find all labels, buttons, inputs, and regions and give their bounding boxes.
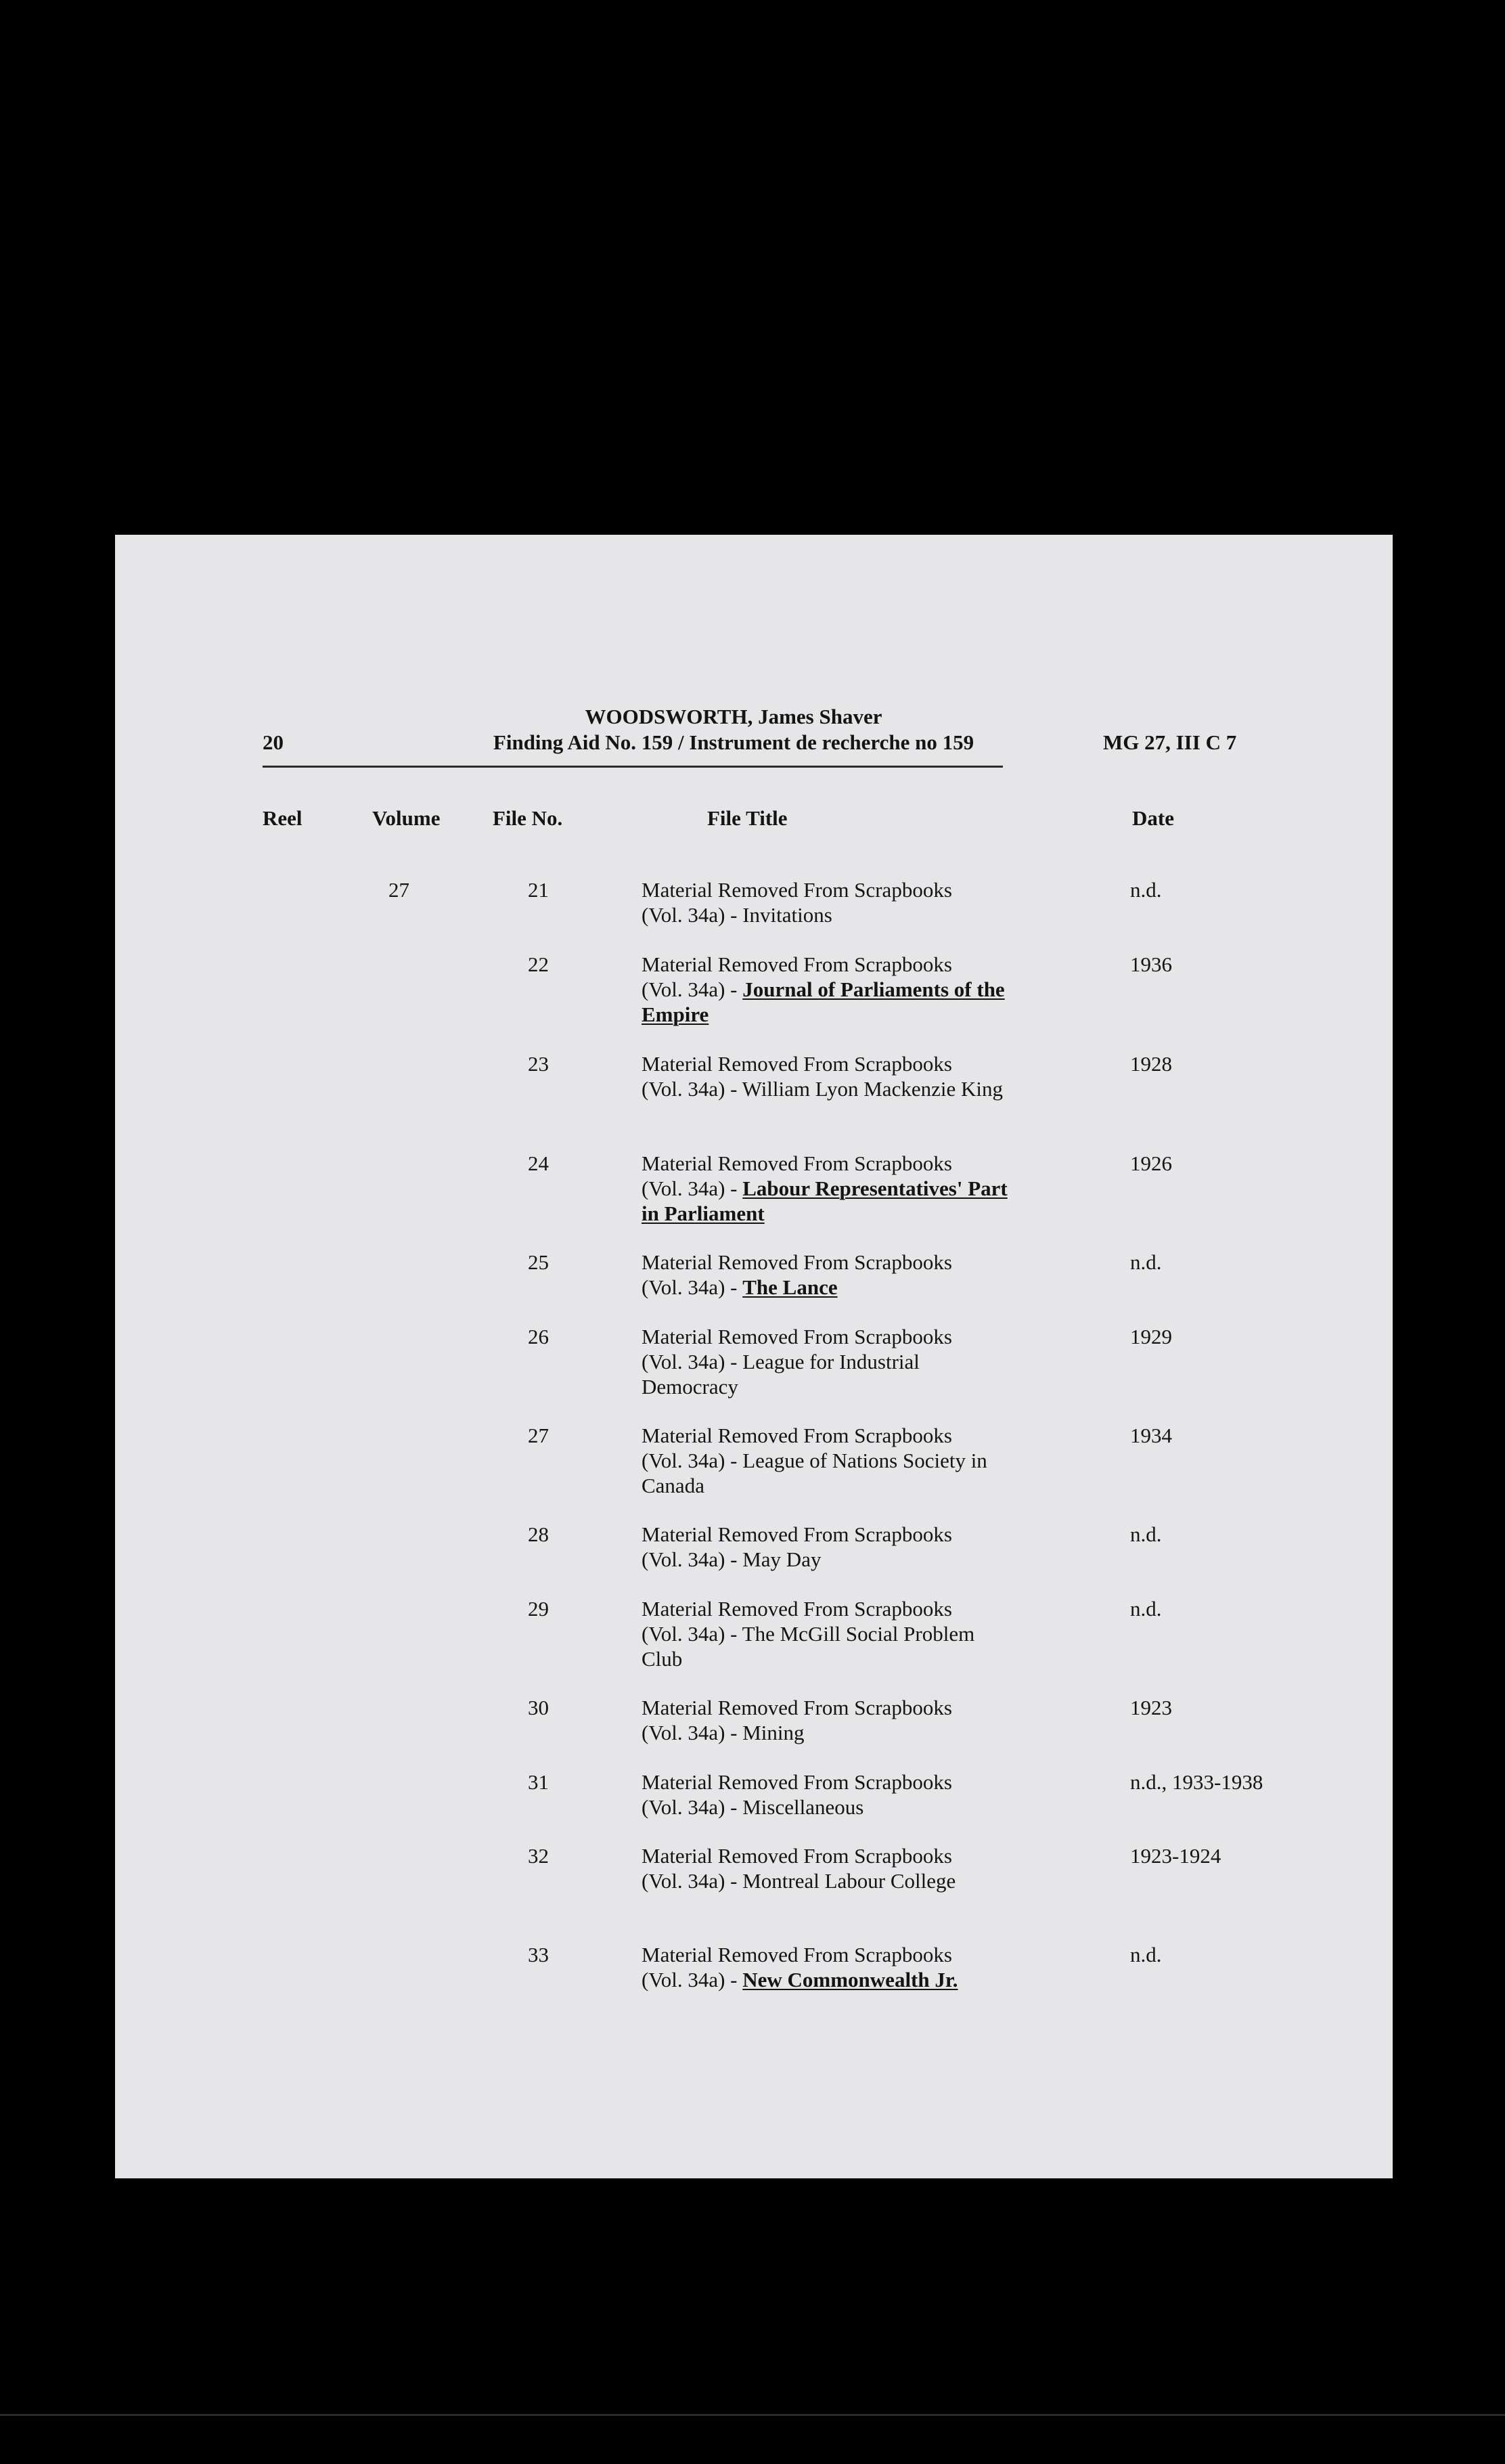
- file-title-line: Material Removed From Scrapbooks: [642, 1770, 952, 1794]
- file-title-description: [642, 1448, 1020, 1498]
- file-title-description: [642, 1275, 1020, 1300]
- date-cell: n.d.: [1130, 1597, 1162, 1621]
- file-title-cell: [642, 952, 1020, 1027]
- date-cell: 1923-1924: [1130, 1844, 1221, 1868]
- file-no-cell: 30: [528, 1696, 549, 1719]
- file-title-underlined: New Commonwealth Jr.: [742, 1968, 958, 1992]
- file-title-cell: [642, 1324, 1020, 1399]
- file-no-cell: 28: [528, 1522, 549, 1546]
- file-no-cell: 23: [528, 1052, 549, 1076]
- column-header-file-no: File No.: [493, 806, 563, 830]
- file-no-cell: 32: [528, 1844, 549, 1868]
- header-rule: [263, 766, 1003, 768]
- volume-cell: 27: [388, 878, 409, 902]
- page-number: 20: [263, 730, 284, 754]
- file-title-prefix: (Vol. 34a) -: [642, 1275, 743, 1299]
- file-no-cell: 26: [528, 1325, 549, 1348]
- file-no-cell: 29: [528, 1597, 549, 1621]
- date-cell: n.d., 1933-1938: [1130, 1770, 1263, 1794]
- file-title-prefix: (Vol. 34a) - League of Nations Society in Canada: [642, 1449, 987, 1497]
- file-title-cell: [642, 1151, 1020, 1226]
- file-title-cell: [642, 1250, 1020, 1300]
- file-title-line: Material Removed From Scrapbooks: [642, 1943, 952, 1966]
- column-header-date: Date: [1132, 806, 1174, 830]
- file-title-underlined: Journal of Parliaments of the Empire: [642, 977, 1005, 1026]
- document-title: WOODSWORTH, James Shaver: [585, 705, 882, 728]
- file-title-description: [642, 1076, 1020, 1101]
- column-header-reel: Reel: [263, 806, 302, 830]
- file-title-line: Material Removed From Scrapbooks: [642, 1696, 952, 1719]
- file-title-line: Material Removed From Scrapbooks: [642, 1844, 952, 1868]
- file-no-cell: 33: [528, 1943, 549, 1966]
- file-title-description: [642, 1967, 1020, 1992]
- date-cell: 1929: [1130, 1325, 1172, 1348]
- file-no-cell: 27: [528, 1424, 549, 1447]
- file-title-prefix: (Vol. 34a) - The McGill Social Problem Club: [642, 1622, 975, 1671]
- file-title-prefix: (Vol. 34a) - Montreal Labour College: [642, 1869, 956, 1893]
- file-title-line: Material Removed From Scrapbooks: [642, 952, 952, 976]
- file-no-cell: 25: [528, 1250, 549, 1274]
- column-header-volume: Volume: [372, 806, 441, 830]
- file-title-prefix: (Vol. 34a) -: [642, 977, 743, 1001]
- file-title-cell: [642, 877, 1020, 927]
- date-cell: n.d.: [1130, 878, 1162, 902]
- reference-code: MG 27, III C 7: [1103, 730, 1237, 754]
- file-title-prefix: (Vol. 34a) - Mining: [642, 1721, 805, 1744]
- file-title-prefix: (Vol. 34a) -: [642, 1176, 743, 1200]
- file-title-description: [642, 1795, 1020, 1820]
- file-title-line: Material Removed From Scrapbooks: [642, 1151, 952, 1175]
- file-title-line: Material Removed From Scrapbooks: [642, 1052, 952, 1076]
- file-title-underlined: Labour Representatives' Part in Parliament: [642, 1176, 1008, 1225]
- date-cell: 1926: [1130, 1151, 1172, 1175]
- date-cell: 1928: [1130, 1052, 1172, 1076]
- file-no-cell: 21: [528, 878, 549, 902]
- date-cell: 1934: [1130, 1424, 1172, 1447]
- file-title-description: [642, 977, 1020, 1027]
- date-cell: n.d.: [1130, 1522, 1162, 1546]
- file-title-cell: [642, 1695, 1020, 1745]
- file-title-cell: [642, 1051, 1020, 1101]
- file-title-cell: [642, 1522, 1020, 1572]
- file-title-cell: [642, 1843, 1020, 1893]
- file-title-line: Material Removed From Scrapbooks: [642, 1250, 952, 1274]
- file-title-line: Material Removed From Scrapbooks: [642, 1325, 952, 1348]
- file-title-description: [642, 1868, 1020, 1893]
- file-title-line: Material Removed From Scrapbooks: [642, 878, 952, 902]
- file-title-prefix: (Vol. 34a) - May Day: [642, 1547, 822, 1571]
- file-title-description: [642, 1720, 1020, 1745]
- date-cell: n.d.: [1130, 1943, 1162, 1966]
- file-title-prefix: (Vol. 34a) - Miscellaneous: [642, 1795, 864, 1819]
- file-title-description: [642, 1349, 1020, 1399]
- file-no-cell: 22: [528, 952, 549, 976]
- document-page: [115, 535, 1393, 2178]
- file-no-cell: 24: [528, 1151, 549, 1175]
- file-title-cell: [642, 1596, 1020, 1671]
- file-title-prefix: (Vol. 34a) - Invitations: [642, 903, 832, 927]
- date-cell: 1923: [1130, 1696, 1172, 1719]
- column-header-file-title: File Title: [707, 806, 788, 830]
- file-no-cell: 31: [528, 1770, 549, 1794]
- file-title-cell: [642, 1769, 1020, 1820]
- file-title-underlined: The Lance: [742, 1275, 838, 1299]
- scan-edge-line: [0, 2414, 1505, 2416]
- date-cell: n.d.: [1130, 1250, 1162, 1274]
- file-title-line: Material Removed From Scrapbooks: [642, 1424, 952, 1447]
- file-title-description: [642, 1547, 1020, 1572]
- finding-aid-subtitle: Finding Aid No. 159 / Instrument de recherche no 159: [493, 730, 974, 754]
- file-title-description: [642, 1621, 1020, 1671]
- file-title-prefix: (Vol. 34a) - League for Industrial Democracy: [642, 1350, 920, 1399]
- file-title-description: [642, 902, 1020, 927]
- file-title-cell: [642, 1942, 1020, 1992]
- file-title-cell: [642, 1423, 1020, 1498]
- file-title-line: Material Removed From Scrapbooks: [642, 1597, 952, 1621]
- date-cell: 1936: [1130, 952, 1172, 976]
- file-title-description: [642, 1176, 1020, 1226]
- file-title-prefix: (Vol. 34a) - William Lyon Mackenzie King: [642, 1077, 1003, 1101]
- file-title-line: Material Removed From Scrapbooks: [642, 1522, 952, 1546]
- file-title-prefix: (Vol. 34a) -: [642, 1968, 743, 1992]
